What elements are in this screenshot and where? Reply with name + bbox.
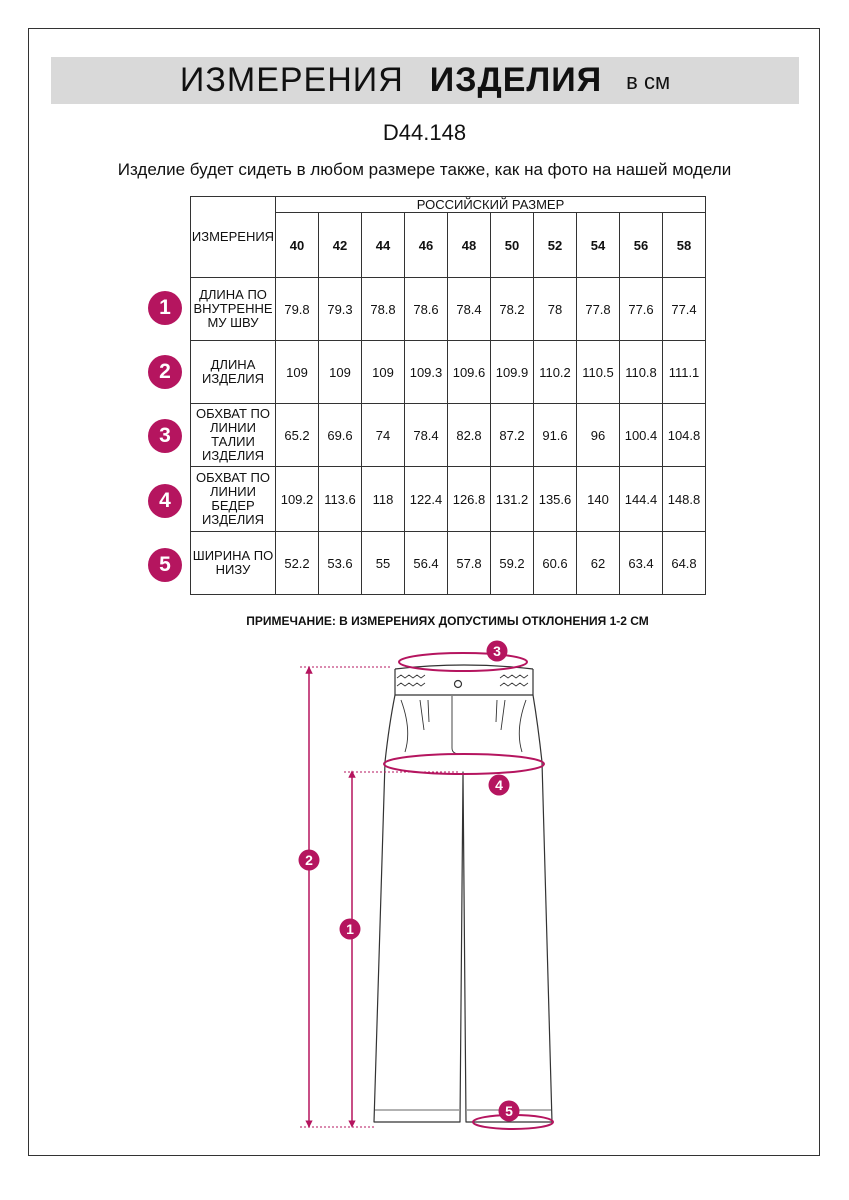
measurement-name: ОБХВАТ ПО ЛИНИИ БЕДЕР ИЗДЕЛИЯ [191,467,276,532]
size-header: 50 [491,213,534,278]
table-cell: 78.2 [491,278,534,341]
dimension-lines [300,667,460,1127]
table-cell: 59.2 [491,532,534,595]
size-header: 40 [276,213,319,278]
table-cell: 53.6 [319,532,362,595]
table-cell: 78 [534,278,577,341]
table-cell: 78.4 [448,278,491,341]
table-cell: 109 [276,341,319,404]
svg-text:3: 3 [493,643,501,659]
table-cell: 60.6 [534,532,577,595]
measurement-loops [384,653,553,1129]
row-number-badge: 3 [148,419,182,453]
table-cell: 74 [362,404,405,467]
svg-text:4: 4 [495,777,503,793]
row-number-badge: 4 [148,484,182,518]
marker-5 [499,1101,520,1122]
table-cell: 113.6 [319,467,362,532]
table-cell: 78.8 [362,278,405,341]
table-cell: 140 [577,467,620,532]
table-cell: 77.8 [577,278,620,341]
row-number-badge: 2 [148,355,182,389]
table-cell: 79.3 [319,278,362,341]
table-cell: 144.4 [620,467,663,532]
table-cell: 109.3 [405,341,448,404]
table-cell: 91.6 [534,404,577,467]
table-cell: 135.6 [534,467,577,532]
row-number-badge: 1 [148,291,182,325]
table-cell: 131.2 [491,467,534,532]
table-cell: 55 [362,532,405,595]
table-cell: 69.6 [319,404,362,467]
table-cell: 79.8 [276,278,319,341]
table-cell: 122.4 [405,467,448,532]
table-cell: 56.4 [405,532,448,595]
title-part-product: ИЗДЕЛИЯ [429,61,603,99]
table-cell: 77.6 [620,278,663,341]
measurement-name: ШИРИНА ПО НИЗУ [191,532,276,595]
diagram-markers [299,641,520,1122]
table-cell: 109.6 [448,341,491,404]
table-cell: 64.8 [663,532,706,595]
table-cell: 82.8 [448,404,491,467]
svg-text:2: 2 [305,852,313,868]
title-part-measurements: ИЗМЕРЕНИЯ [179,61,404,99]
table-cell: 77.4 [663,278,706,341]
marker-2 [299,850,320,871]
size-header: 52 [534,213,577,278]
tolerance-note: ПРИМЕЧАНИЕ: В ИЗМЕРЕНИЯХ ДОПУСТИМЫ ОТКЛОНЕНИЯ 1-2 СМ [246,614,649,628]
table-cell: 109 [362,341,405,404]
table-cell: 110.2 [534,341,577,404]
table-cell: 126.8 [448,467,491,532]
measurement-name: ДЛИНА ИЗДЕЛИЯ [191,341,276,404]
table-cell: 78.4 [405,404,448,467]
table-cell: 109 [319,341,362,404]
size-header: 58 [663,213,706,278]
size-group-label: РОССИЙСКИЙ РАЗМЕР [276,197,706,213]
measurement-name: ОБХВАТ ПО ЛИНИИ ТАЛИИ ИЗДЕЛИЯ [191,404,276,467]
table-cell: 52.2 [276,532,319,595]
size-header: 54 [577,213,620,278]
article-number: D44.148 [382,120,467,145]
svg-text:1: 1 [346,921,354,937]
size-header: 46 [405,213,448,278]
table-cell: 96 [577,404,620,467]
size-header: 56 [620,213,663,278]
table-cell: 109.2 [276,467,319,532]
table-cell: 57.8 [448,532,491,595]
table-cell: 110.5 [577,341,620,404]
table-cell: 109.9 [491,341,534,404]
title-unit: в см [626,68,671,94]
measurement-name: ДЛИНА ПО ВНУТРЕННЕ МУ ШВУ [191,278,276,341]
table-cell: 110.8 [620,341,663,404]
table-cell: 63.4 [620,532,663,595]
table-cell: 148.8 [663,467,706,532]
marker-3 [487,641,508,662]
fit-note: Изделие будет сидеть в любом размере также, как на фото на нашей модели [117,160,732,179]
table-cell: 111.1 [663,341,706,404]
size-header: 42 [319,213,362,278]
table-cell: 65.2 [276,404,319,467]
table-cell: 104.8 [663,404,706,467]
table-cell: 100.4 [620,404,663,467]
table-cell: 118 [362,467,405,532]
table-cell: 87.2 [491,404,534,467]
marker-4 [489,775,510,796]
row-number-badge: 5 [148,548,182,582]
table-corner-label: ИЗМЕРЕНИЯ [191,197,276,278]
trousers-outline [374,665,552,1122]
marker-1 [340,919,361,940]
table-cell: 78.6 [405,278,448,341]
size-header: 44 [362,213,405,278]
size-header: 48 [448,213,491,278]
svg-text:5: 5 [505,1103,513,1119]
table-cell: 62 [577,532,620,595]
